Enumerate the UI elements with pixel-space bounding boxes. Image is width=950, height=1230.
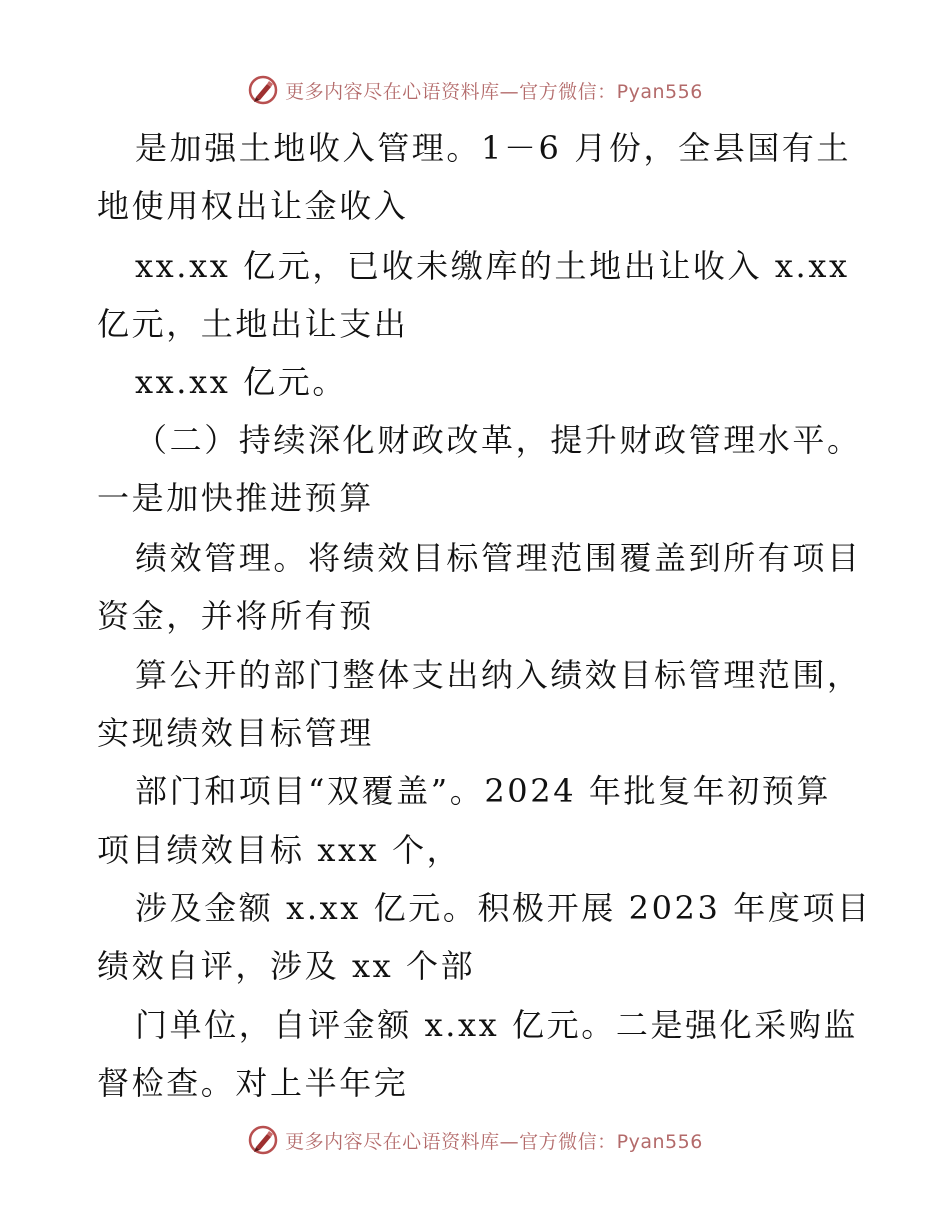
text-line: 部门和项目“双覆盖”。2024 年批复年初预算 xyxy=(135,772,832,810)
text-line: 绩效管理。将绩效目标管理范围覆盖到所有项目 xyxy=(135,539,862,577)
text-line: 涉及金额 x.xx 亿元。积极开展 2023 年度项目 xyxy=(135,889,872,927)
text-line: 是加强土地收入管理。1－6 月份，全县国有土 xyxy=(135,129,852,167)
text-line: 项目绩效目标 xxx 个， xyxy=(97,831,462,869)
text-line: 亿元，土地出让支出 xyxy=(97,305,409,343)
text-line: xx.xx 亿元，已收未缴库的土地出让收入 x.xx xyxy=(135,247,850,285)
text-line: 地使用权出让金收入 xyxy=(97,187,409,225)
watermark-text: 更多内容尽在心语资料库—官方微信：Pyan556 xyxy=(285,1130,703,1153)
text-line: 督检查。对上半年完 xyxy=(97,1064,409,1102)
watermark-text: 更多内容尽在心语资料库—官方微信：Pyan556 xyxy=(285,80,703,103)
text-line: 门单位，自评金额 x.xx 亿元。二是强化采购监 xyxy=(135,1006,859,1044)
text-line: 算公开的部门整体支出纳入绩效目标管理范围， xyxy=(135,656,862,694)
text-line: 实现绩效目标管理 xyxy=(97,714,374,752)
text-line: xx.xx 亿元。 xyxy=(135,363,347,401)
pen-logo-icon xyxy=(247,74,279,106)
header-watermark xyxy=(0,70,950,110)
footer-watermark xyxy=(0,1120,950,1160)
text-line: 一是加快推进预算 xyxy=(97,479,374,517)
pen-logo-icon xyxy=(247,1124,279,1156)
text-line: 绩效自评，涉及 xx 个部 xyxy=(97,947,476,985)
text-line: 资金，并将所有预 xyxy=(97,597,374,635)
section-heading: （二）持续深化财政改革，提升财政管理水平。 xyxy=(135,421,862,459)
